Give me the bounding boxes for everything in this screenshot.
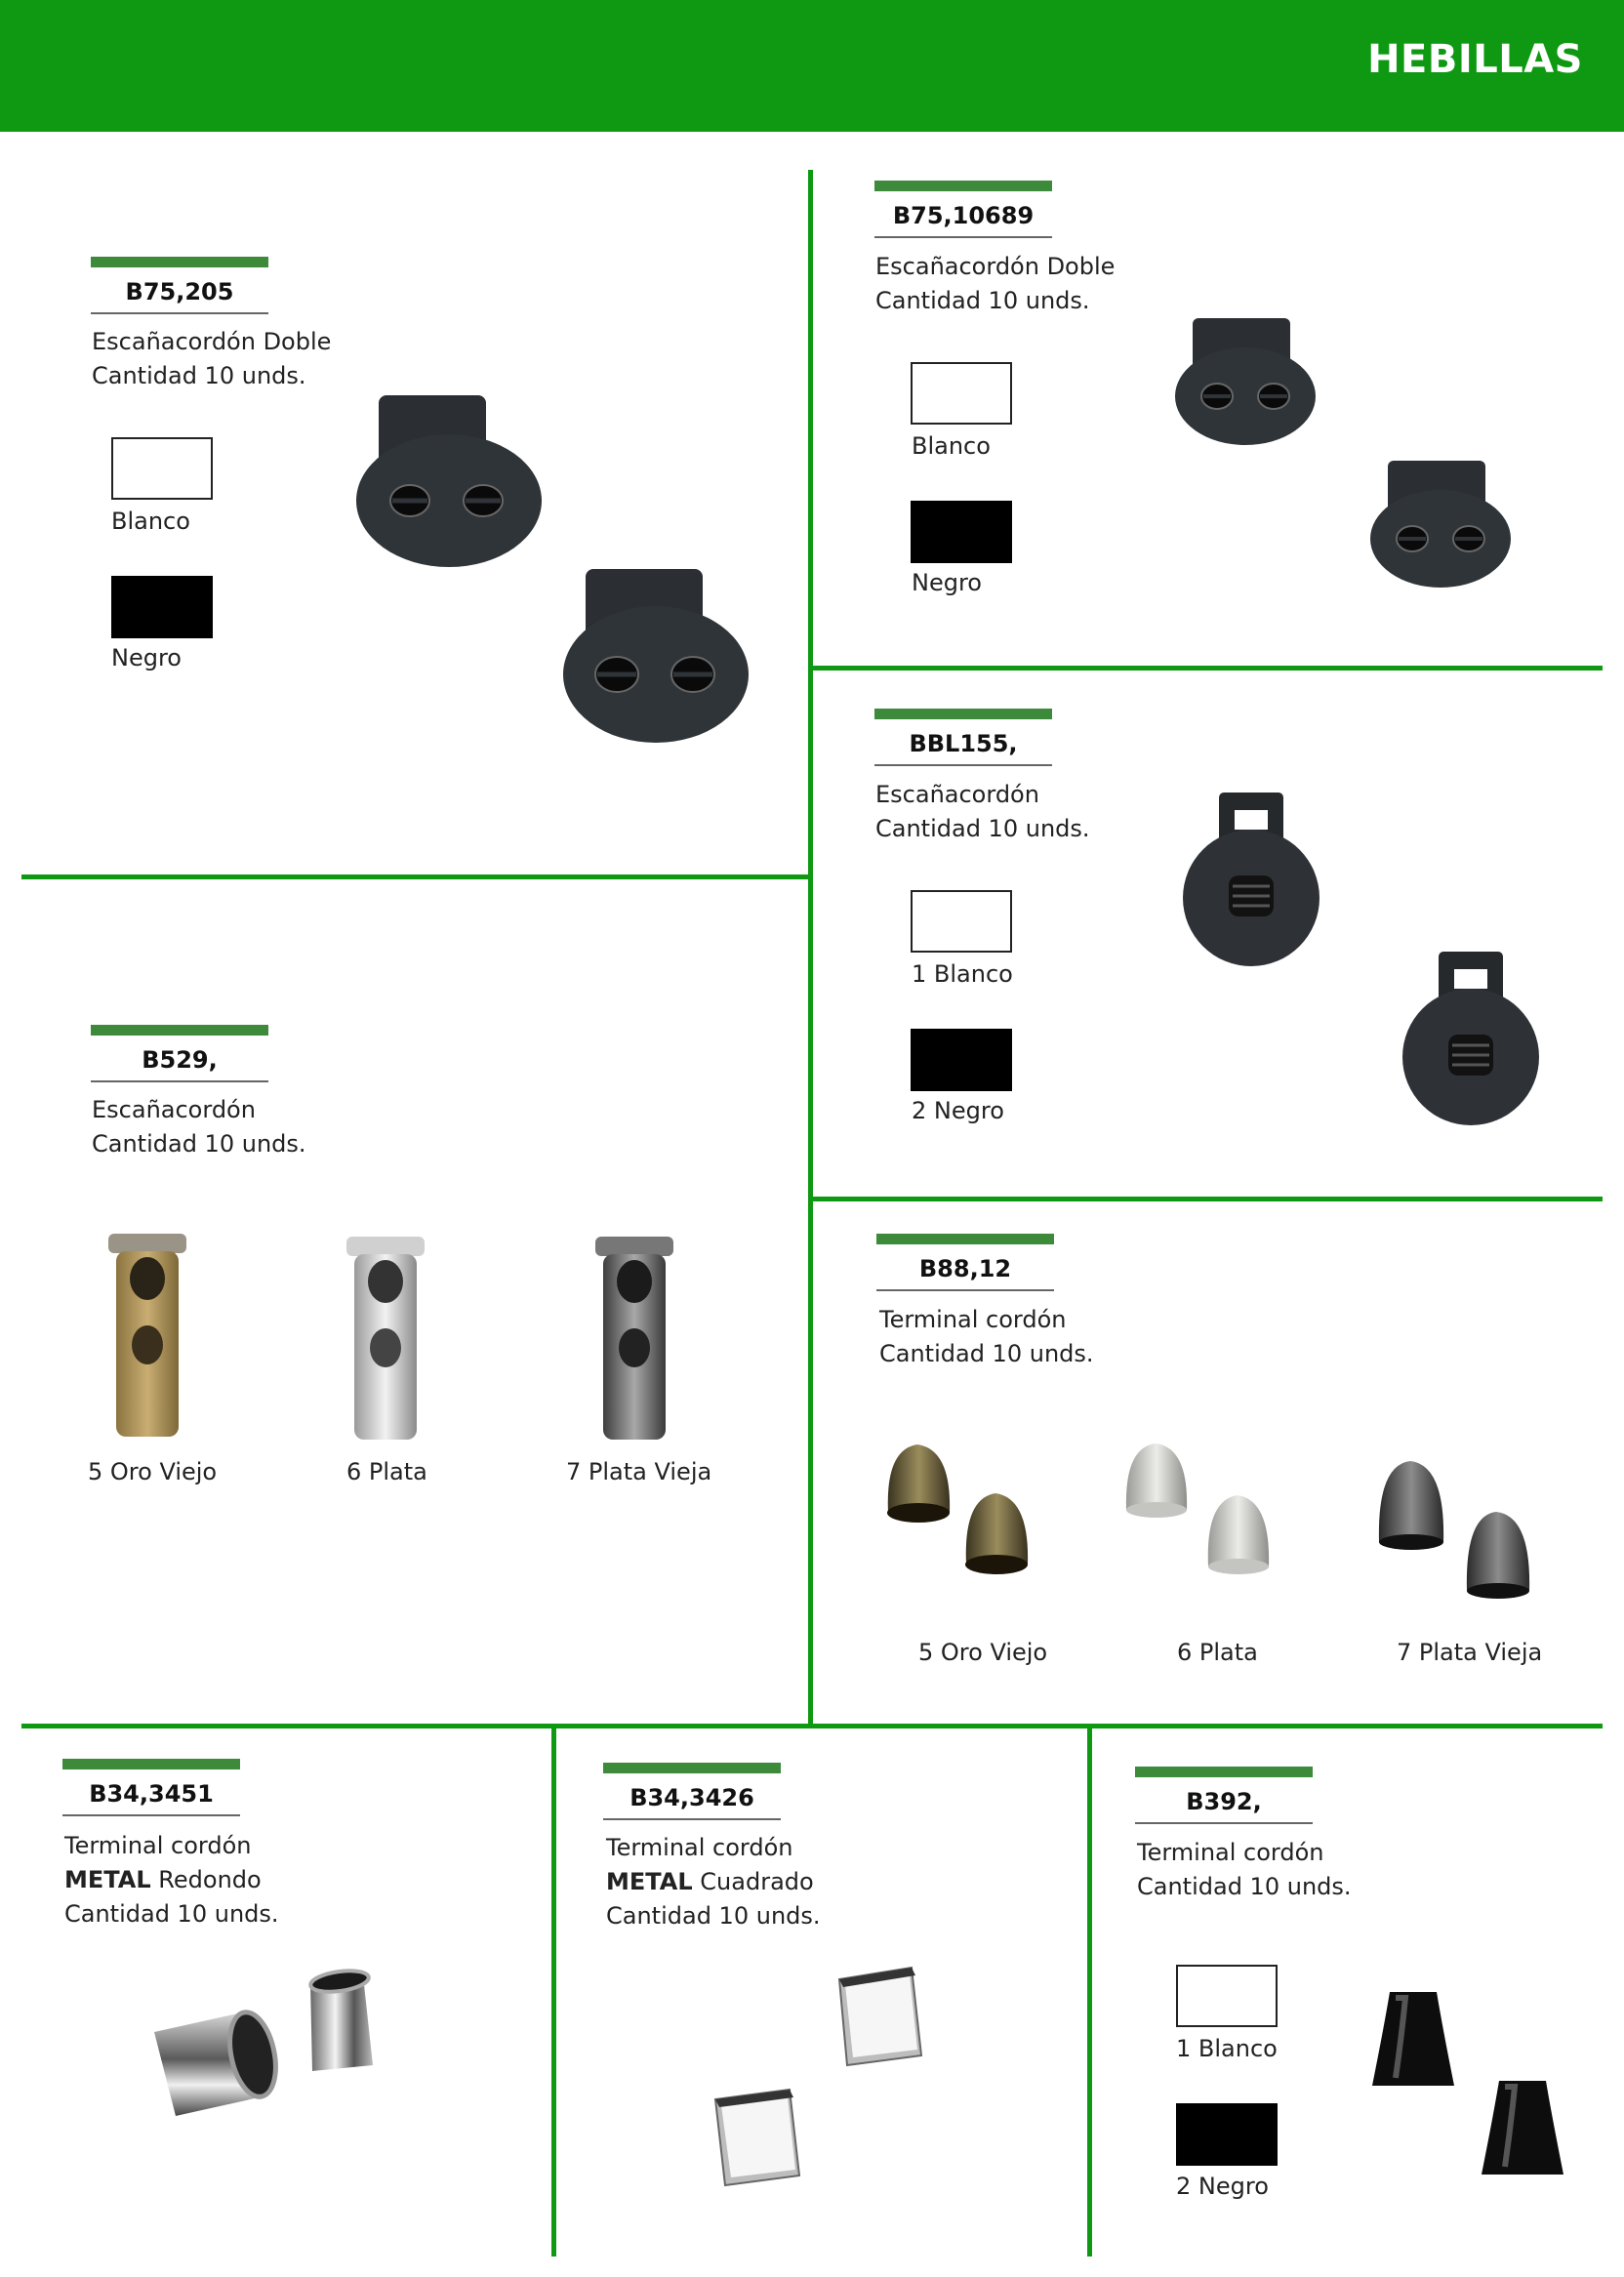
desc-line-2 <box>64 1863 279 1897</box>
product-code: B88,12 <box>918 1255 1012 1282</box>
product-code: B34,3426 <box>629 1784 754 1811</box>
product-description <box>64 1829 279 1931</box>
variant-label: 6 Plata <box>346 1458 427 1485</box>
product-code: B529, <box>142 1046 218 1074</box>
product-description <box>92 1093 306 1161</box>
swatch-white <box>1176 1965 1278 2027</box>
desc-line-2: Cantidad 10 unds. <box>92 1130 306 1158</box>
cord-end-pair-image <box>1371 1459 1557 1606</box>
product-description <box>879 1303 1094 1371</box>
desc-line-2: Cantidad 10 unds. <box>1137 1873 1352 1900</box>
code-bar <box>91 1025 268 1036</box>
product-description <box>875 778 1090 846</box>
color-label: 2 Negro <box>1176 2173 1269 2200</box>
code-underline <box>603 1818 781 1820</box>
square-tube-end-image <box>710 2082 817 2189</box>
round-cord-lock-image <box>1178 793 1324 973</box>
page-title: HEBILLAS <box>1367 37 1583 82</box>
swatch-black <box>111 576 213 638</box>
code-underline <box>876 1289 1054 1291</box>
product-code: BBL155, <box>909 730 1018 757</box>
color-label: 1 Blanco <box>912 960 1013 988</box>
desc-line-2: Cantidad 10 unds. <box>875 287 1090 314</box>
divider <box>21 1724 1603 1728</box>
color-label: Blanco <box>912 432 991 460</box>
metal-cord-lock-image <box>337 1233 434 1447</box>
color-label: Negro <box>912 569 982 596</box>
code-underline <box>91 312 268 314</box>
desc-line-2: Cantidad 10 unds. <box>879 1340 1094 1367</box>
desc-line-2: Cantidad 10 unds. <box>92 362 306 389</box>
desc-line-1: Terminal cordón <box>64 1832 252 1859</box>
plastic-cord-end-image <box>1368 1988 1466 2095</box>
metal-cord-lock-image <box>99 1228 196 1443</box>
color-label: Blanco <box>111 508 190 535</box>
shape-label: Redondo <box>150 1866 262 1893</box>
swatch-white <box>111 437 213 500</box>
desc-line-1: Terminal cordón <box>606 1834 793 1861</box>
product-description <box>1137 1836 1352 1904</box>
variant-label: 5 Oro Viejo <box>918 1639 1048 1666</box>
material-label: METAL <box>64 1866 151 1893</box>
desc-line-2 <box>606 1865 821 1899</box>
desc-line-1: Escañacordón <box>92 1096 256 1123</box>
color-label: Negro <box>111 644 182 671</box>
product-code: B392, <box>1186 1788 1262 1815</box>
cord-end-pair-image <box>873 1440 1059 1586</box>
code-underline <box>1135 1822 1313 1824</box>
desc-line-1: Escañacordón Doble <box>875 253 1116 280</box>
divider <box>808 666 1603 671</box>
code-underline <box>874 236 1052 238</box>
color-label: 1 Blanco <box>1176 2035 1278 2062</box>
double-cord-lock-image <box>1368 461 1515 588</box>
product-code: B75,10689 <box>892 202 1035 229</box>
product-description <box>875 250 1115 318</box>
code-underline <box>874 764 1052 766</box>
page-header <box>0 0 1624 132</box>
plastic-cord-end-image <box>1478 2077 1575 2184</box>
divider <box>808 1197 1603 1201</box>
code-underline <box>91 1080 268 1082</box>
product-description <box>92 325 331 393</box>
desc-line-3: Cantidad 10 unds. <box>64 1900 279 1928</box>
shape-label: Cuadrado <box>692 1868 814 1895</box>
material-label: METAL <box>606 1868 693 1895</box>
cord-end-pair-image <box>1115 1440 1300 1586</box>
product-code: B75,205 <box>125 278 234 305</box>
product-description <box>606 1831 821 1933</box>
round-cord-lock-image <box>1398 952 1544 1132</box>
desc-line-1: Escañacordón Doble <box>92 328 332 355</box>
round-tube-end-image <box>137 1972 420 2147</box>
double-cord-lock-image <box>351 395 547 571</box>
swatch-black <box>1176 2103 1278 2166</box>
variant-label: 6 Plata <box>1177 1639 1258 1666</box>
divider <box>551 1724 556 2257</box>
divider <box>1087 1724 1092 2257</box>
variant-label: 7 Plata Vieja <box>566 1458 712 1485</box>
double-cord-lock-image <box>558 569 753 745</box>
double-cord-lock-image <box>1173 318 1320 445</box>
desc-line-3: Cantidad 10 unds. <box>606 1902 821 1930</box>
code-bar <box>62 1759 240 1769</box>
desc-line-2: Cantidad 10 unds. <box>875 815 1090 842</box>
variant-label: 7 Plata Vieja <box>1397 1639 1543 1666</box>
color-label: 2 Negro <box>912 1097 1004 1124</box>
metal-cord-lock-image <box>586 1233 683 1447</box>
desc-line-1: Escañacordón <box>875 781 1039 808</box>
code-bar <box>1135 1767 1313 1777</box>
product-code: B34,3451 <box>89 1780 214 1808</box>
divider <box>808 170 813 1728</box>
square-tube-end-image <box>832 1962 939 2069</box>
code-bar <box>876 1234 1054 1244</box>
variant-label: 5 Oro Viejo <box>88 1458 218 1485</box>
swatch-black <box>911 501 1012 563</box>
swatch-black <box>911 1029 1012 1091</box>
code-bar <box>874 709 1052 719</box>
swatch-white <box>911 890 1012 953</box>
desc-line-1: Terminal cordón <box>1137 1839 1324 1866</box>
code-underline <box>62 1814 240 1816</box>
code-bar <box>603 1763 781 1773</box>
desc-line-1: Terminal cordón <box>879 1306 1067 1333</box>
divider <box>21 874 813 879</box>
swatch-white <box>911 362 1012 425</box>
code-bar <box>91 257 268 267</box>
code-bar <box>874 181 1052 191</box>
